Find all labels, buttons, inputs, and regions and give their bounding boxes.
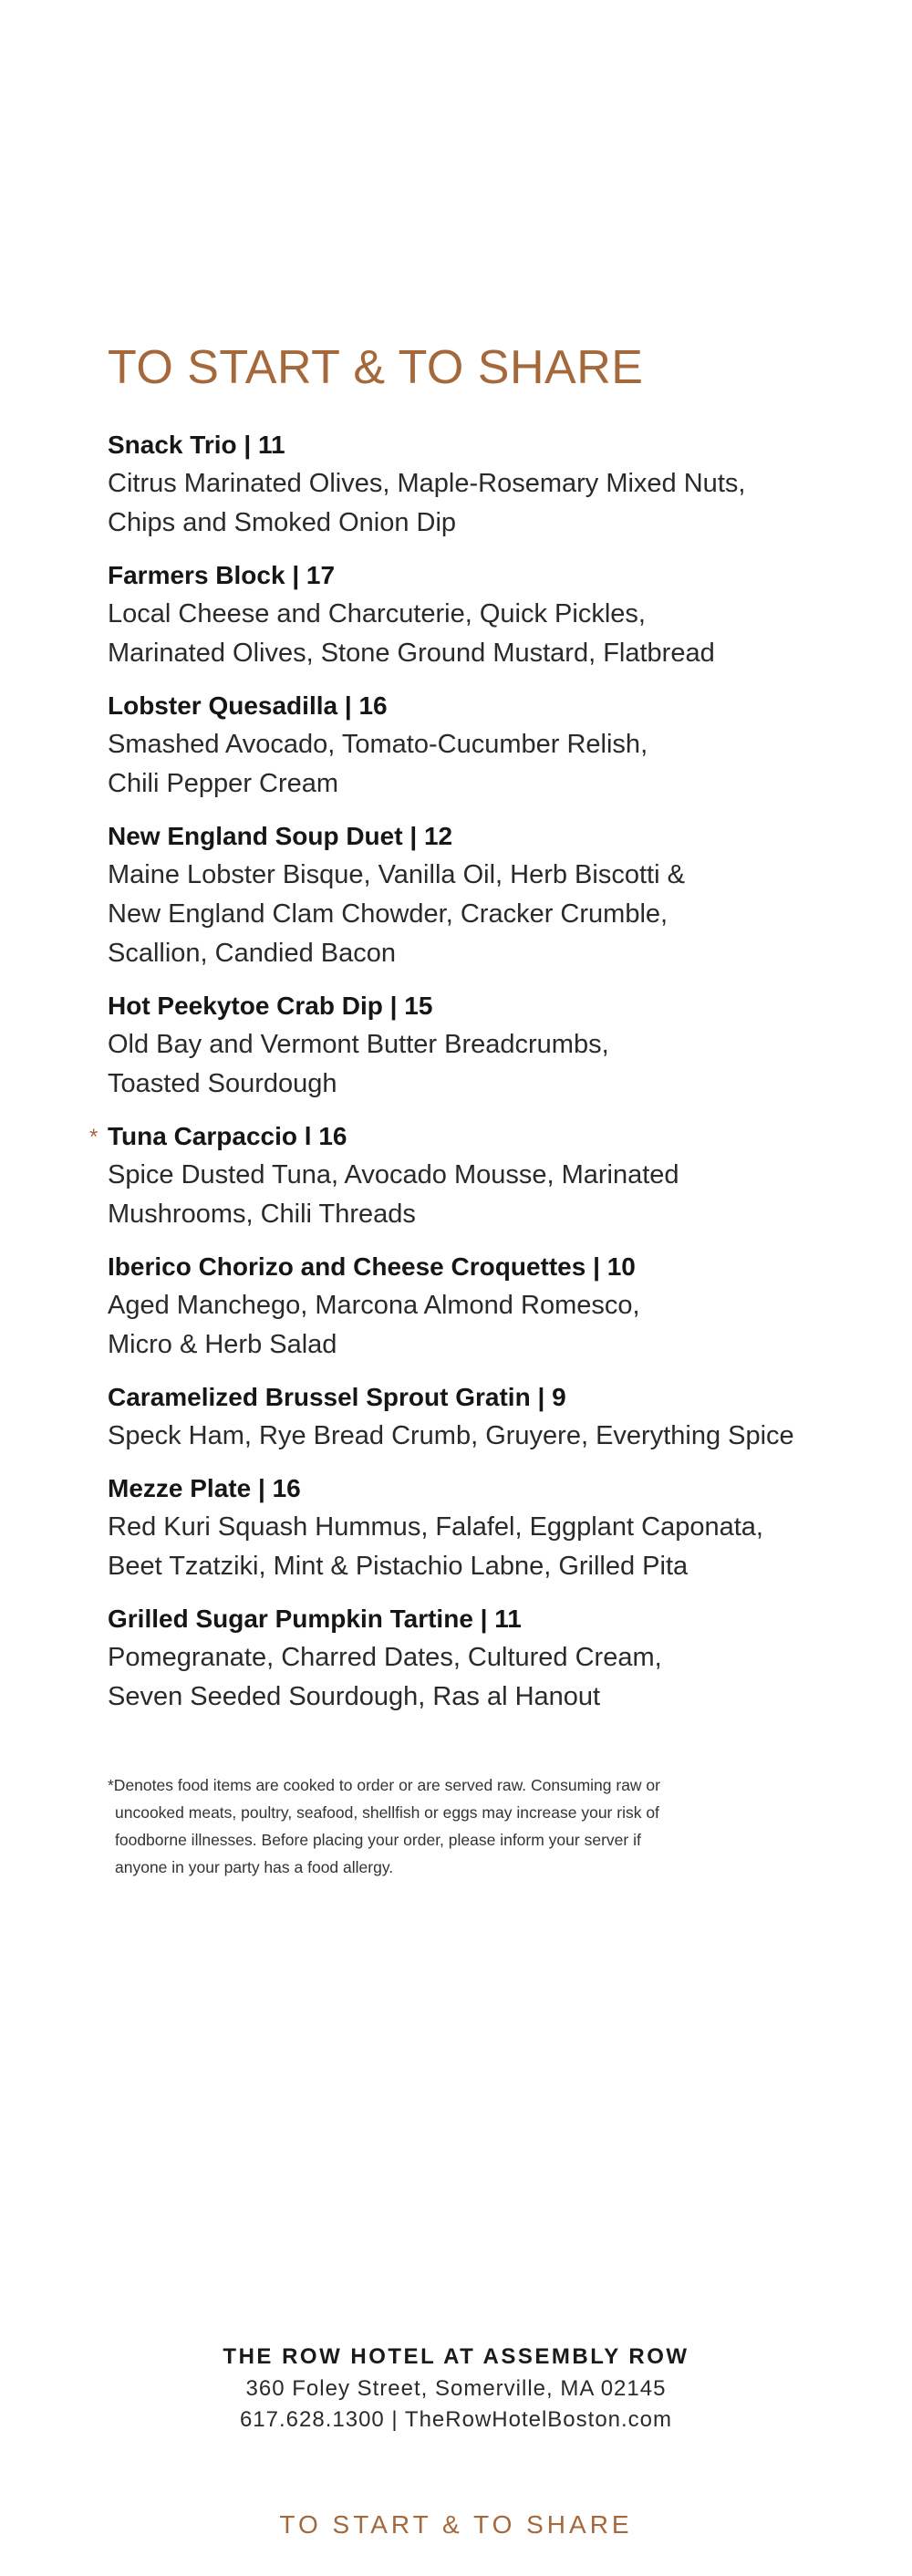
item-description: Spice Dusted Tuna, Avocado Mousse, Marinated: [108, 1160, 679, 1189]
item-name: Grilled Sugar Pumpkin Tartine | 11: [108, 1605, 522, 1633]
item-name: Mezze Plate | 16: [108, 1474, 301, 1502]
menu-item-croquettes: [108, 1247, 837, 1365]
item-description: Beet Tzatziki, Mint & Pistachio Labne, Grilled Pita: [108, 1552, 689, 1581]
menu-item-pumpkin-tartine: [108, 1599, 837, 1717]
item-description: Scallion, Candied Bacon: [108, 939, 396, 968]
item-description: Old Bay and Vermont Butter Breadcrumbs,: [108, 1030, 609, 1059]
item-description: Citrus Marinated Olives, Maple-Rosemary Mixed Nuts,: [108, 469, 746, 498]
item-name: Snack Trio | 11: [108, 431, 285, 459]
item-description: Maine Lobster Bisque, Vanilla Oil, Herb Biscotti &: [108, 860, 685, 889]
menu-item-soup-duet: [108, 816, 837, 973]
item-name: New England Soup Duet | 12: [108, 822, 453, 850]
item-description: Aged Manchego, Marcona Almond Romesco,: [108, 1291, 640, 1320]
item-name: Tuna Carpaccio l 16: [108, 1122, 347, 1150]
disclaimer-line: anyone in your party has a food allergy.: [115, 1858, 394, 1876]
raw-food-disclaimer: [108, 1771, 764, 1881]
item-name: Iberico Chorizo and Cheese Croquettes | 10: [108, 1252, 636, 1281]
item-description: Toasted Sourdough: [108, 1069, 337, 1098]
item-description: Local Cheese and Charcuterie, Quick Pickles,: [108, 599, 646, 628]
disclaimer-line: foodborne illnesses. Before placing your order, please inform your server if: [115, 1831, 641, 1849]
menu-list: [89, 425, 837, 1729]
item-description: Chips and Smoked Onion Dip: [108, 508, 457, 537]
menu-item-brussel-sprout-gratin: [108, 1377, 837, 1456]
hotel-phone-website: 617.628.1300 | TheRowHotelBoston.com: [239, 2407, 673, 2432]
hotel-name: THE ROW HOTEL AT ASSEMBLY ROW: [223, 2344, 689, 2369]
item-description: Speck Ham, Rye Bread Crumb, Gruyere, Everything Spice: [108, 1421, 794, 1450]
item-description: New England Clam Chowder, Cracker Crumble,: [108, 899, 668, 929]
menu-item-mezze-plate: [108, 1469, 837, 1586]
item-description: Seven Seeded Sourdough, Ras al Hanout: [108, 1682, 601, 1711]
menu-item-snack-trio: [108, 425, 837, 543]
disclaimer-line: *Denotes food items are cooked to order or are served raw. Consuming raw or: [108, 1776, 660, 1794]
disclaimer-line: uncooked meats, poultry, seafood, shellfish or eggs may increase your risk of: [115, 1803, 659, 1822]
raw-item-asterisk: *: [89, 1125, 98, 1149]
menu-item-farmers-block: [108, 556, 837, 673]
footer-section-title: TO START & TO SHARE: [279, 2510, 633, 2539]
item-description: Red Kuri Squash Hummus, Falafel, Eggplant Caponata,: [108, 1512, 763, 1542]
menu-item-lobster-quesadilla: [108, 686, 837, 804]
hotel-contact-block: [0, 2341, 912, 2436]
menu-item-crab-dip: [108, 986, 837, 1104]
menu-item-tuna-carpaccio: [89, 1117, 837, 1234]
item-description: Chili Pepper Cream: [108, 769, 339, 798]
hotel-address: 360 Foley Street, Somerville, MA 02145: [245, 2376, 667, 2401]
item-description: Mushrooms, Chili Threads: [108, 1200, 416, 1229]
item-name: Farmers Block | 17: [108, 561, 336, 589]
item-description: Marinated Olives, Stone Ground Mustard, Flatbread: [108, 639, 715, 668]
item-name: Lobster Quesadilla | 16: [108, 691, 388, 720]
item-description: Pomegranate, Charred Dates, Cultured Cream,: [108, 1643, 662, 1672]
item-description: Micro & Herb Salad: [108, 1330, 337, 1359]
item-name: Hot Peekytoe Crab Dip | 15: [108, 992, 433, 1020]
section-title: TO START & TO SHARE: [108, 341, 644, 394]
item-name: Caramelized Brussel Sprout Gratin | 9: [108, 1383, 566, 1411]
item-description: Smashed Avocado, Tomato-Cucumber Relish,: [108, 730, 648, 759]
